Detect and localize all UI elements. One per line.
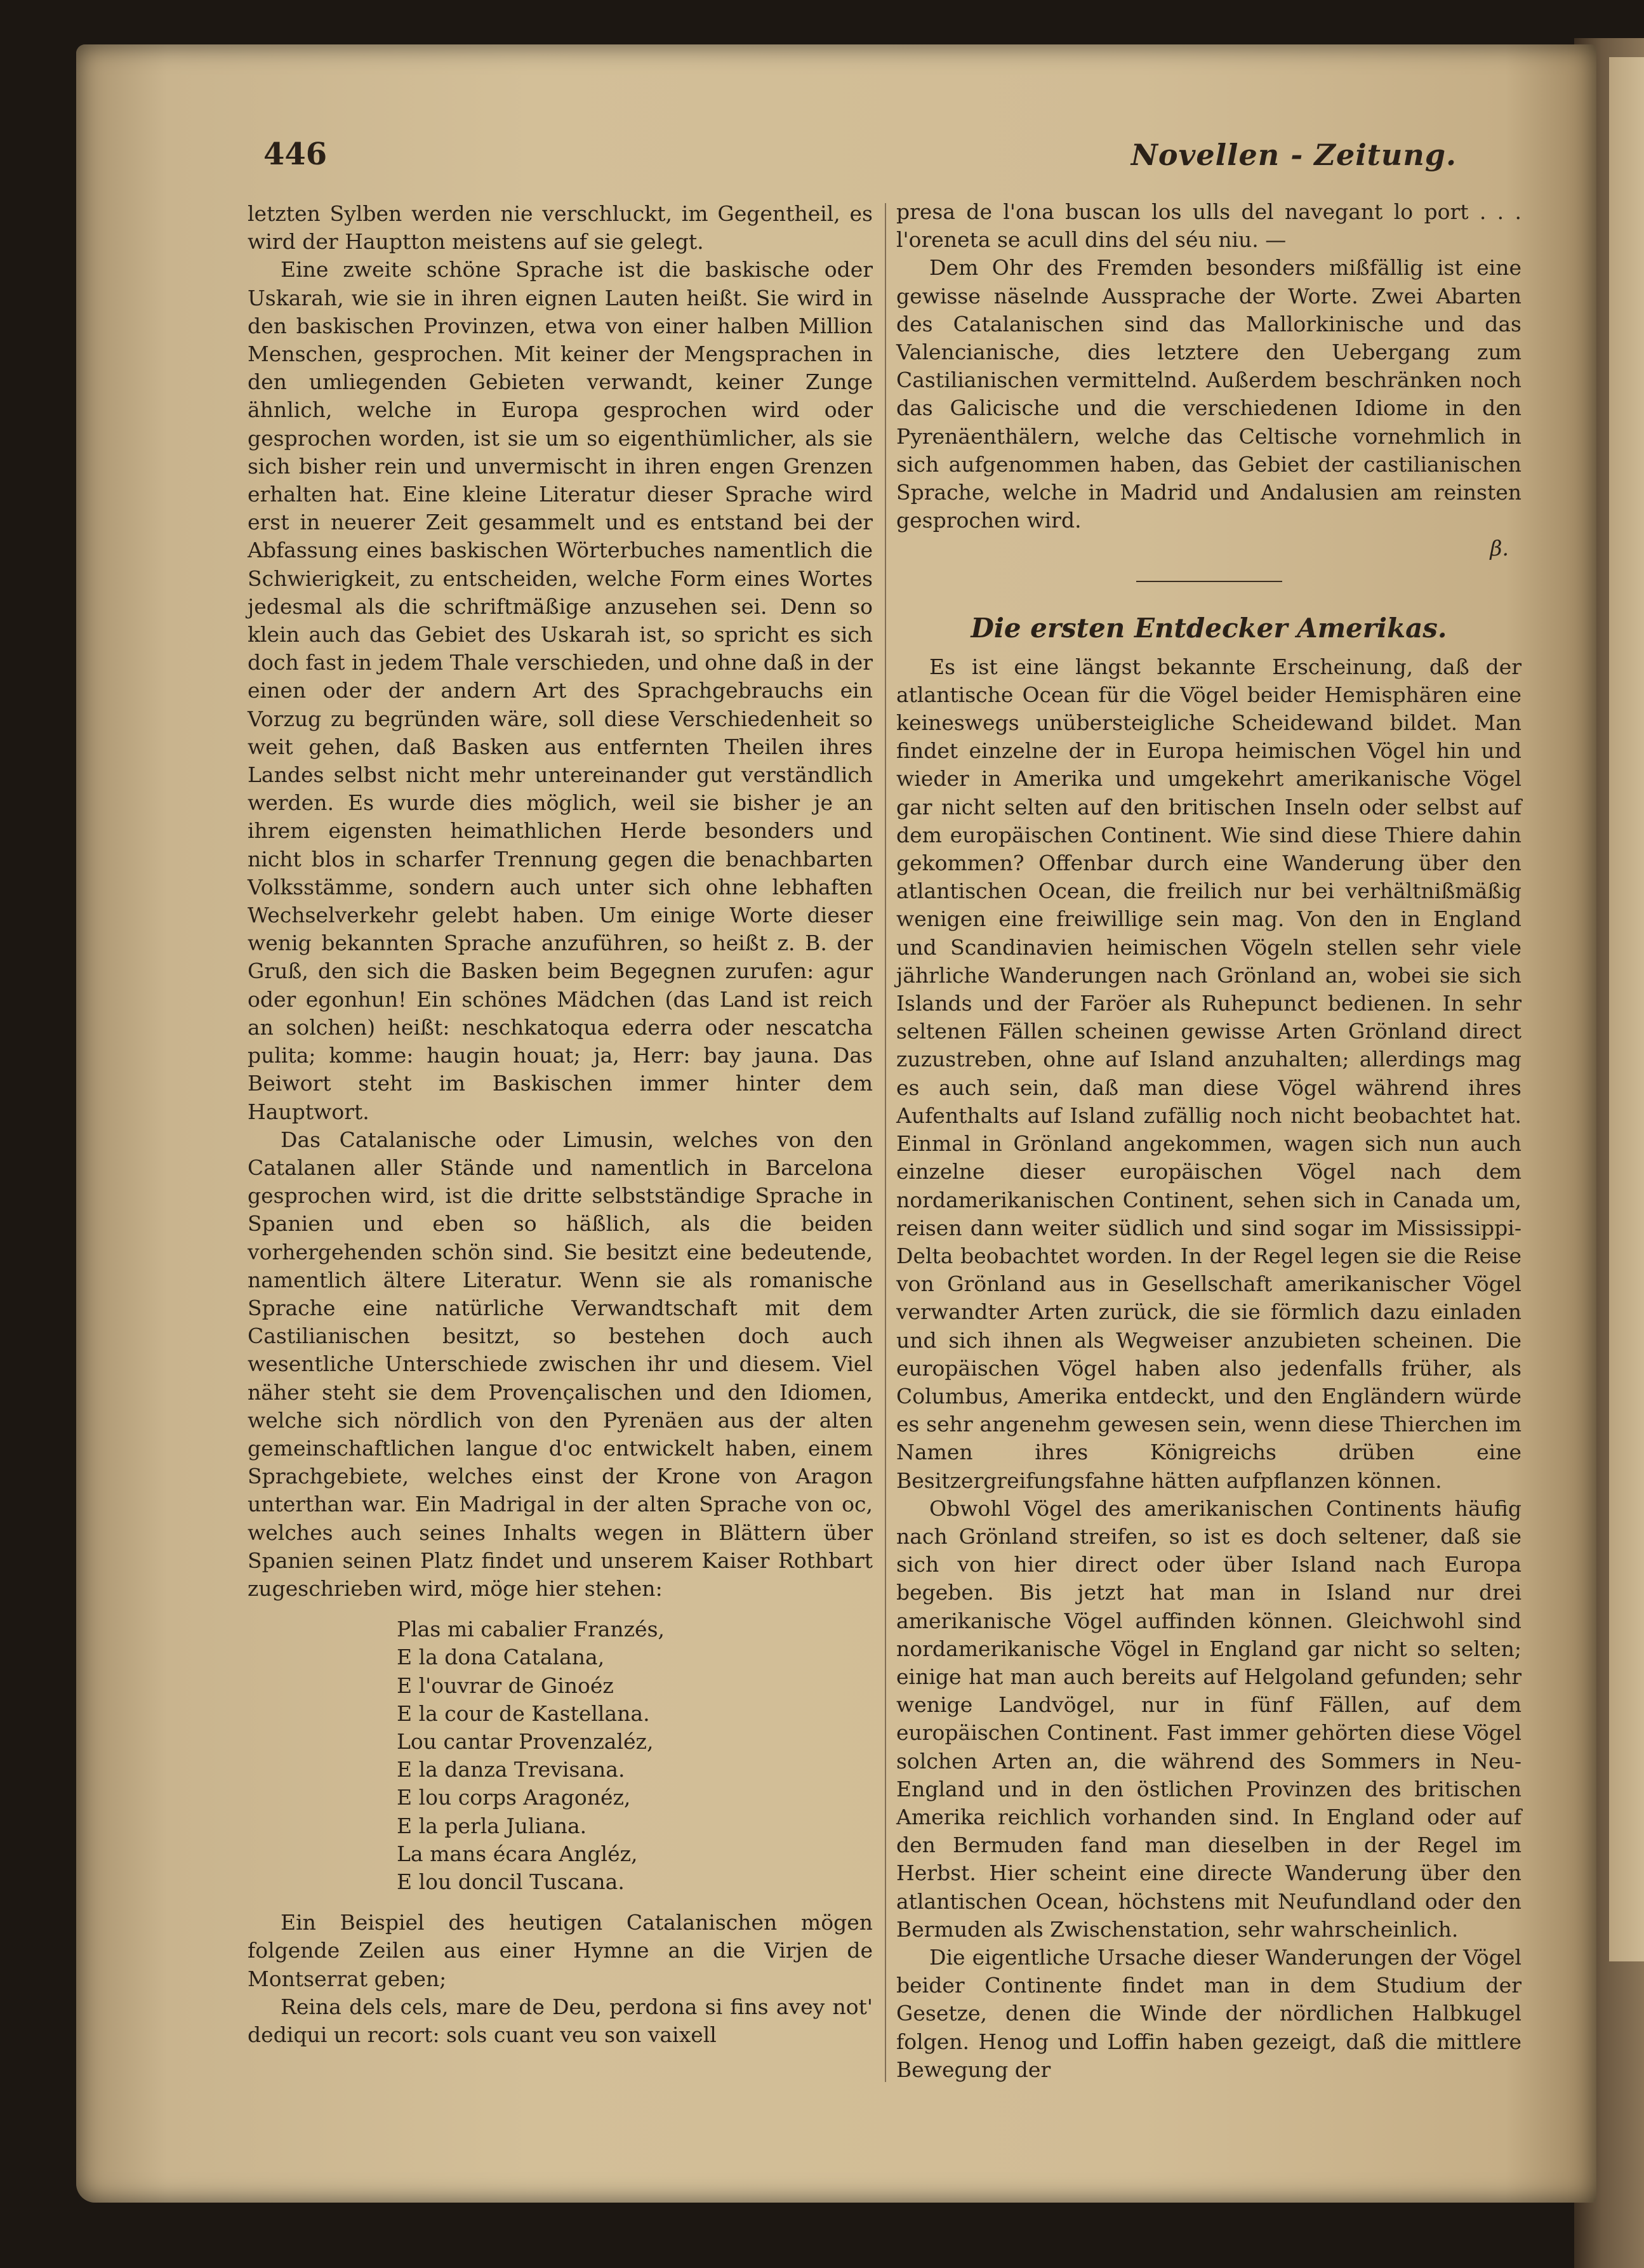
right-column <box>896 198 1521 2084</box>
poem-line: E lou doncil Tuscana. <box>397 1869 625 1894</box>
next-page-edge <box>1609 57 1644 1961</box>
column-divider <box>885 203 886 2082</box>
poem-line: E la perla Juliana. <box>397 1813 587 1838</box>
poem-line: Plas mi cabalier Franzés, <box>397 1617 665 1642</box>
running-title: Novellen - Zeitung. <box>1130 138 1457 172</box>
poem-line: E lou corps Aragonéz, <box>397 1785 631 1810</box>
paragraph: Reina dels cels, mare de Deu, perdona si fins avey not' dediqui un recort: sols cuant veu son vaixell <box>248 1994 873 2047</box>
paragraph: Dem Ohr des Fremden besonders mißfällig ist eine gewisse näselnde Aussprache der Worte. Zwei Abarten des Catalanischen sind das Mallorkinische und das Valencianische, dies letztere den Uebergang zum Castilianischen vermittelnd. Außerdem beschränken noch das Galicische und die verschiedenen Idiome in den Pyrenäenthälern, welche das Celtische vornehmlich in sich aufgenommen haben, das Gebiet der castilianischen Sprache, welche in Madrid und Andalusien am reinsten gesprochen wird. <box>896 255 1521 533</box>
paragraph: Ein Beispiel des heutigen Catalanischen mögen folgende Zeilen aus einer Hymne an die Virjen de Montserrat geben; <box>248 1910 873 1991</box>
madrigal-poem <box>397 1615 873 1896</box>
author-signature: β. <box>1490 536 1509 561</box>
paragraph: Eine zweite schöne Sprache ist die baskische oder Uskarah, wie sie in ihren eignen Lauten heißt. Sie wird in den baskischen Provinzen, etwa von einer halben Million Menschen, gesprochen. Mit keiner der Mengsprachen in den umliegenden Gebieten verwandt, keiner Zunge ähnlich, welche in Europa gesprochen wird oder gesprochen worden, ist sie um so eigenthümlicher, als sie sich bisher rein und unvermischt in ihren engen Grenzen erhalten hat. Eine kleine Literatur dieser Sprache wird erst in neuerer Zeit gesammelt und es entstand bei der Abfassung eines baskischen Wörterbuches namentlich die Schwierigkeit, zu entscheiden, welche Form eines Wortes jedesmal als die schriftmäßige anzusehen sei. Denn so klein auch das Gebiet des Uskarah ist, so spricht es sich doch fast in jedem Thale verschieden, und ohne daß in der einen oder der andern Art des Sprachgebrauchs ein Vorzug zu begründen wäre, soll diese Verschiedenheit so weit gehen, daß Basken aus entfernten Theilen ihres Landes selbst nicht mehr untereinander gut verständlich werden. Es wurde dies möglich, weil sie bisher je an ihrem eigensten heimathlichen Herde besonders und nicht blos in scharfer Trennung gegen die benachbarten Volksstämme, sondern auch unter sich ohne lebhaften Wechselverkehr gelebt haben. Um einige Worte dieser wenig bekannten Sprache anzuführen, so heißt z. B. der Gruß, den sich die Basken beim Begegnen zurufen: agur oder egonhun! Ein schönes Mädchen (das Land ist reich an solchen) heißt: neschkatoqua ederra oder nescatcha pulita; komme: haugin houat; ja, Herr: bay jauna. Das Beiwort steht im Baskischen immer hinter dem Hauptwort. <box>248 257 873 1124</box>
paragraph: Die eigentliche Ursache dieser Wanderungen der Vögel beider Continente findet man in dem Studium der Gesetze, denen die Winde der nördlichen Halbkugel folgen. Henog und Loffin haben gezeigt, daß die mittlere Bewegung der <box>896 1944 1521 2082</box>
poem-line: E la danza Trevisana. <box>397 1757 625 1782</box>
poem-line: E l'ouvrar de Ginoéz <box>397 1673 614 1698</box>
page-header <box>263 136 1457 175</box>
paragraph: letzten Sylben werden nie verschluckt, im Gegentheil, es wird der Hauptton meistens auf sie gelegt. <box>248 201 873 255</box>
paragraph: Es ist eine längst bekannte Erscheinung, daß der atlantische Ocean für die Vögel beider Hemisphären eine keineswegs unübersteigliche Scheidewand bildet. Man findet einzelne der in Europa heimischen Vögel hin und wieder in Amerika und umgekehrt amerikanische Vögel gar nicht selten auf den britischen Inseln oder selbst auf dem europäischen Continent. Wie sind diese Thiere dahin gekommen? Offenbar durch eine Wanderung über den atlantischen Ocean, die freilich nur bei verhältnißmäßig wenigen eine freiwillige sein mag. Von den in England und Scandinavien heimischen Vögeln stellen sehr viele jährliche Wanderungen nach Grönland an, wobei sie sich Islands und der Faröer als Ruhepunct bedienen. In sehr seltenen Fällen scheinen gewisse Arten Grönland direct zuzustreben, ohne auf Island anzuhalten; allerdings mag es auch sein, daß man diese Vögel während ihres Aufenthalts auf Island zufällig noch nicht beobachtet hat. Einmal in Grönland angekommen, wagen sich nun auch einzelne dieser europäischen Vögel nach dem nordamerikanischen Continent, sehen sich in Canada um, reisen dann weiter südlich und sind sogar im Mississippi-Delta beobachtet worden. In der Regel legen sie die Reise von Grönland aus in Gesellschaft amerikanischer Vögel verwandter Arten zurück, die sie förmlich dazu einladen und sich ihnen als Wegweiser anzubieten scheinen. Die europäischen Vögel haben also jedenfalls früher, als Columbus, Amerika entdeckt, und den Engländern würde es sehr angenehm gewesen sein, wenn diese Thierchen im Namen ihres Königreichs drüben eine Besitzergreifungsfahne hätten aufpflanzen können. <box>896 654 1521 1493</box>
paragraph: Das Catalanische oder Limusin, welches von den Catalanen aller Stände und namentlich in Barcelona gesprochen wird, ist die dritte selbstständige Sprache in Spanien und eben so häßlich, als die beiden vorhergehenden schön sind. Sie besitzt eine bedeutende, namentlich ältere Literatur. Wenn sie als romanische Sprache eine natürliche Verwandtschaft mit dem Castilianischen besitzt, so bestehen doch auch wesentliche Unterschiede zwischen ihr und diesem. Viel näher steht sie dem Provençalischen und den Idiomen, welche sich nördlich von den Pyrenäen aus der alten gemeinschaftlichen langue d'oc entwickelt haben, einem Sprachgebiete, welches einst der Krone von Aragon unterthan war. Ein Madrigal in der alten Sprache von oc, welches auch seines Inhalts wegen in Blättern über Spanien seinen Platz findet und unserem Kaiser Rothbart zugeschrieben wird, möge hier stehen: <box>248 1127 873 1601</box>
paragraph: Obwohl Vögel des amerikanischen Continents häufig nach Grönland streifen, so ist es doch seltener, daß sie sich von hier direct oder über Island nach Europa begeben. Bis jetzt hat man in Island nur drei amerikanische Vögel auffinden können. Gleichwohl sind nordamerikanische Vögel in England gar nicht so selten; einige hat man auch bereits auf Helgoland gefunden; sehr wenige Landvögel, nur in fünf Fällen, auf dem europäischen Continent. Fast immer gehörten diese Vögel solchen Arten an, die während des Sommers in Neu-England und in den östlichen Provinzen des britischen Amerika reichlich vorhanden sind. In England oder auf den Bermuden fand man dieselben in der Regel im Herbst. Hier scheint eine directe Wanderung über den atlantischen Ocean, höchstens mit Neufundland oder den Bermuden als Zwischenstation, sehr wahrscheinlich. <box>896 1495 1521 1942</box>
poem-line: Lou cantar Provenzaléz, <box>397 1728 654 1754</box>
page-number: 446 <box>263 136 328 172</box>
poem-line: La mans écara Angléz, <box>397 1841 638 1866</box>
paragraph: presa de l'ona buscan los ulls del navegant lo port . . . l'oreneta se acull dins del séu niu. — <box>896 199 1521 253</box>
poem-line: E la dona Catalana, <box>397 1645 605 1670</box>
left-column <box>248 200 873 2049</box>
poem-line: E la cour de Kastellana. <box>397 1701 650 1726</box>
section-separator <box>1136 581 1282 582</box>
article-title: Die ersten Entdecker Amerikas. <box>971 612 1447 644</box>
